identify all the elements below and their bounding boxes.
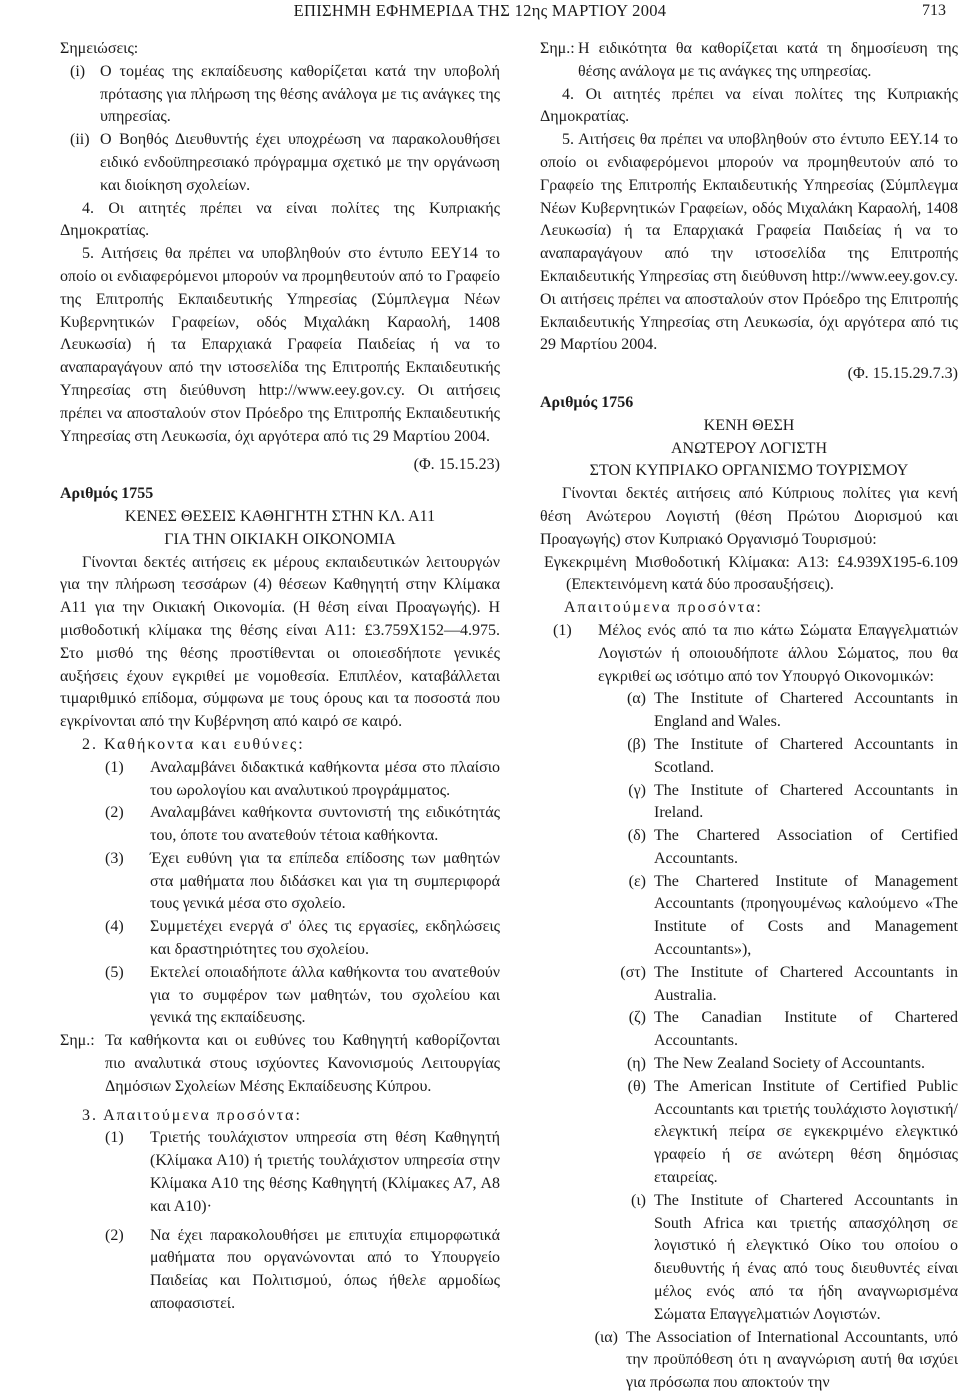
- list-item: [60, 757, 500, 803]
- left-column: [60, 38, 500, 1316]
- notes-heading: Σημειώσεις:: [60, 40, 139, 57]
- item-label: (ια): [594, 1328, 618, 1346]
- note-i: [60, 61, 500, 129]
- list-item: [540, 1076, 958, 1190]
- item-label: (1): [553, 621, 572, 639]
- note-label: Σημ.:: [60, 1032, 95, 1050]
- notice-subtitle: ΓΙΑ ΤΗΝ ΟΙΚΙΑΚΗ ΟΙΚΟΝΟΜΙΑ: [164, 530, 396, 548]
- item-text: Τριετής τουλάχιστον υπηρεσία στη θέση Καθηγητή (Κλίμακα Α10) ή τριετής τουλάχιστον υπηρεσία στην Κλίμακα Α10 της θέσης Καθηγητή (Κλίμακες Α7, Α8 και Α10)·: [150, 1129, 500, 1215]
- item-text: Συμμετέχει ενεργά σ' όλες τις εργασίες, εκδηλώσεις και δραστηριότητες του σχολείου.: [150, 918, 500, 959]
- item-text: The Chartered Association of Certified Accountants.: [654, 827, 958, 867]
- item-text: Έχει ευθύνη για τα επίπεδα επίδοσης των μαθητών στα μαθήματα που διδάσκει και για τη συμπεριφορά τους γενικά μέσα στο σχολείο.: [150, 849, 500, 913]
- page-number: 713: [922, 2, 946, 19]
- item-text: The Chartered Institute of Management Accountants (προηγουμένως καλούμενο «The Institute of Costs and Management Accountants»),: [654, 872, 958, 959]
- notice-title: ΚΕΝΗ ΘΕΣΗ: [703, 416, 795, 434]
- note-ii: [60, 129, 500, 197]
- list-item: [540, 1007, 958, 1053]
- item-label: (η): [626, 1055, 646, 1073]
- item-label: (α): [626, 690, 646, 708]
- requirements-list: [60, 1127, 500, 1315]
- item-text: The Association of International Accountants, υπό την προϋπόθεση ότι η αναγνώριση αυτή θα ισχύει για πρόσωπα που αποκτούν την: [626, 1328, 958, 1392]
- file-reference: (Φ. 15.15.29.7.3): [847, 365, 958, 383]
- note-text: Τα καθήκοντα και οι ευθύνες του Καθηγητή καθορίζονται πιο αναλυτικά στους ισχύοντες Κανονισμούς Λειτουργίας Δημόσιων Σχολείων Μέσης Εκπαίδευσης Κύπρου.: [105, 1032, 500, 1095]
- item-label: (β): [627, 735, 646, 753]
- item-text: Μέλος ενός από τα πιο κάτω Σώματα Επαγγελματιών Λογιστών ή οποιουδήποτε άλλου Σώματος, που θα εγκριθεί ως ισότιμο από τον Υπουργό Οικονομικών:: [598, 621, 958, 685]
- notice-body: Γίνονται δεκτές αιτήσεις εκ μέρους εκπαιδευτικών λειτουργών για την πλήρωση τεσσάρων (4) θέσεων Καθηγητή στην Κλίμακα Α11 για την Οικιακή Οικονομία. (Η θέση είναι Προαγωγής). Η μισθοδοτική κλίμακα της θέσης είναι Α11: £3.759Χ152—4.975. Στο μισθό της θέσης προστίθενται οι οποιεσδήποτε γενικές αυξήσεις έχουν εγκριθεί με νομοθεσία. Επιπλέον, καταβάλλεται τιμαριθμικό επίδομα, σύμφωνα με τους όρους και τα ποσοστά που εγκρίνονται από την Κυβέρνηση από καιρό σε καιρό.: [60, 553, 500, 731]
- notice-number: Αριθμός 1755: [60, 485, 154, 503]
- item-text: The American Institute of Certified Public Accountants και τριετής τουλάχιστο λογιστική/ελεγκτική πείρα σε εγκεκριμένο ελεγκτικό γραφείο ή σε ανώτερη θέση δημόσιας εταιρείας.: [654, 1077, 958, 1187]
- item-label: (3): [105, 849, 124, 867]
- list-item: [540, 825, 958, 871]
- paragraph-4: 4. Οι αιτητές πρέπει να είναι πολίτες της Κυπριακής Δημοκρατίας.: [540, 85, 958, 126]
- item-label: (ε): [628, 872, 646, 890]
- item-text: The New Zealand Society of Accountants.: [654, 1055, 926, 1073]
- list-item: [540, 871, 958, 962]
- item-label: (2): [105, 804, 124, 822]
- list-item: [60, 1225, 500, 1316]
- list-item: [540, 962, 958, 1008]
- note-text: Ο τομέας της εκπαίδευσης καθορίζεται κατά την υποβολή πρότασης για πλήρωση της θέσης ανάλογα με τις ανάγκες της υπηρεσίας.: [100, 62, 500, 126]
- item-label: (2): [105, 1226, 124, 1244]
- list-item: [540, 1053, 958, 1076]
- item-label: (δ): [627, 827, 646, 845]
- list-item: [540, 780, 958, 826]
- notice-subtitle: ΑΝΩΤΕΡΟΥ ΛΟΓΙΣΤΗ: [671, 439, 827, 457]
- item-label: (5): [105, 963, 124, 981]
- list-item: [512, 1327, 958, 1395]
- requirement-1: [508, 620, 958, 688]
- item-label: (θ): [627, 1077, 646, 1095]
- item-text: Εκτελεί οποιαδήποτε άλλα καθήκοντα του ανατεθούν για το συμφέρον των μαθητών, του σχολείου και γενικά της εκπαίδευσης.: [150, 963, 500, 1027]
- list-item: [60, 916, 500, 962]
- item-label: (ι): [631, 1191, 646, 1209]
- list-item: [540, 1190, 958, 1327]
- paragraph-5: 5. Αιτήσεις θα πρέπει να υποβληθούν στο έντυπο ΕΕΥ14 το οποίο οι ενδιαφερόμενοι μπορούν να προμηθευτούν από το Γραφείο της Επιτροπής Εκπαιδευτικής Υπηρεσίας (Σύμπλεγμα Νέων Κυβερνητικών Γραφείων, οδός Μιχαλάκη Καραολή, 1408 Λευκωσία) ή τα Επαρχιακά Γραφεία Παιδείας ή να το αναπαραγάγουν από την ιστοσελίδα της Επιτροπής Εκπαιδευτικής Υπηρεσίας στη διεύθυνση http://www.eey.gov.cy. Οι αιτήσεις πρέπει να αποσταλούν στον Πρόεδρο της Επιτροπής Εκπαιδευτικής Υπηρεσίας στη Λευκωσία, όχι αργότερα από τις 29 Μαρτίου 2004.: [60, 245, 500, 445]
- file-reference: (Φ. 15.15.23): [413, 456, 500, 474]
- duties-heading: 2. Καθήκοντα και ευθύνες:: [82, 735, 305, 753]
- note-text: Η ειδικότητα θα καθορίζεται κατά τη δημοσίευση της θέσης ανάλογα με τις ανάγκες της υπηρεσίας.: [578, 40, 958, 80]
- note-sim: [540, 38, 958, 84]
- page-header: [0, 0, 960, 26]
- list-item: [60, 848, 500, 916]
- item-text: The Institute of Chartered Accountants in Ireland.: [654, 781, 958, 822]
- item-label: (1): [105, 758, 124, 776]
- item-text: The Canadian Institute of Chartered Accountants.: [654, 1009, 958, 1050]
- item-text: The Institute of Chartered Accountants in Scotland.: [654, 735, 958, 776]
- item-label: (ζ): [628, 1009, 646, 1027]
- paragraph-4: 4. Οι αιτητές πρέπει να είναι πολίτες της Κυπριακής Δημοκρατίας.: [60, 199, 500, 240]
- item-text: The Institute of Chartered Accountants in England and Wales.: [654, 690, 958, 731]
- note-sim: [60, 1030, 500, 1098]
- note-label: (ii): [70, 131, 90, 149]
- list-item: [540, 734, 958, 780]
- requirements-heading: Απαιτούμενα προσόντα:: [564, 599, 763, 617]
- item-label: (4): [105, 918, 124, 936]
- notice-title: ΚΕΝΕΣ ΘΕΣΕΙΣ ΚΑΘΗΓΗΤΗ ΣΤΗΝ ΚΛ. Α11: [124, 507, 436, 525]
- note-text: Ο Βοηθός Διευθυντής έχει υποχρέωση να παρακολουθήσει ειδικό ενδοϋπηρεσιακό πρόγραμμα σχετικό με την οργάνωση και διοίκηση σχολείων.: [100, 131, 500, 194]
- item-text: Αναλαμβάνει καθήκοντα συντονιστή της ειδικότητάς του, όποτε του ανατεθούν τέτοια καθήκοντα.: [150, 804, 500, 845]
- item-label: (γ): [628, 781, 646, 799]
- list-item: [60, 1127, 500, 1218]
- salary-scale: Εγκεκριμένη Μισθοδοτική Κλίμακα: Α13: £4.939Χ195-6.109 (Επεκτεινόμενη κατά δύο προσαυξήσεις).: [544, 553, 958, 594]
- bodies-list: [540, 688, 958, 1395]
- item-text: Να έχει παρακολουθήσει με επιτυχία επιμορφωτικά μαθήματα που οργανώνονται από το Υπουργείο Παιδείας και Πολιτισμού, όπως ήθελε αρμοδίως αποφασιστεί.: [150, 1226, 500, 1313]
- note-label: Σημ.:: [540, 40, 575, 57]
- right-column: [540, 38, 958, 1395]
- paragraph-5: 5. Αιτήσεις θα πρέπει να υποβληθούν στο έντυπο ΕΕΥ.14 το οποίο οι ενδιαφερόμενοι μπορούν να προμηθευτούν από το Γραφείο της Επιτροπής Εκπαιδευτικής Υπηρεσίας (Σύμπλεγμα Νέων Κυβερνητικών Γραφείων, οδός Μιχαλάκη Καραολή, 1408 Λευκωσία) ή τα Επαρχιακά Γραφεία Παιδείας ή να το αναπαραγάγουν από την ιστοσελίδα της Επιτροπής Εκπαιδευτικής Υπηρεσίας στη διεύθυνση http://www.eey.gov.cy. Οι αιτήσεις πρέπει να αποσταλούν στον Πρόεδρο της Επιτροπής Εκπαιδευτικής Υπηρεσίας στη Λευκωσία, όχι αργότερα από τις 29 Μαρτίου 2004.: [540, 131, 958, 354]
- item-text: The Institute of Chartered Accountants in Australia.: [654, 963, 958, 1004]
- item-text: Αναλαμβάνει διδακτικά καθήκοντα μέσα στο πλαίσιο του ωρολογίου και αναλυτικού προγράμματος.: [150, 758, 500, 799]
- item-label: (στ): [620, 963, 646, 981]
- notice-body: Γίνονται δεκτές αιτήσεις από Κύπριους πολίτες για κενή θέση Ανώτερου Λογιστή (θέση Πρώτου Διορισμού και Προαγωγής) στον Κυπριακό Οργανισμό Τουρισμού:: [540, 485, 958, 548]
- note-label: (i): [70, 62, 86, 80]
- item-label: (1): [105, 1129, 124, 1147]
- notice-number: Αριθμός 1756: [540, 393, 634, 411]
- list-item: [60, 962, 500, 1030]
- list-item: [60, 802, 500, 848]
- item-text: The Institute of Chartered Accountants in South Africa και τριετής απασχόληση σε λογιστικό ή ελεγκτικό Οίκο του οποίου ο διευθυντής ή ένας από τους διευθυντές είναι μέλος ενός από τα ήδη αναγνωρισμένα Σώματα Επαγγελματιών Λογιστών.: [654, 1191, 958, 1323]
- duties-list: [60, 757, 500, 1031]
- list-item: [540, 688, 958, 734]
- requirements-heading: 3. Απαιτούμενα προσόντα:: [82, 1106, 302, 1124]
- notice-subtitle: ΣΤΟΝ ΚΥΠΡΙΑΚΟ ΟΡΓΑΝΙΣΜΟ ΤΟΥΡΙΣΜΟΥ: [589, 462, 909, 480]
- gazette-title: ΕΠΙΣΗΜΗ ΕΦΗΜΕΡΙΔΑ ΤΗΣ 12ης ΜΑΡΤΙΟΥ 2004: [293, 1, 667, 20]
